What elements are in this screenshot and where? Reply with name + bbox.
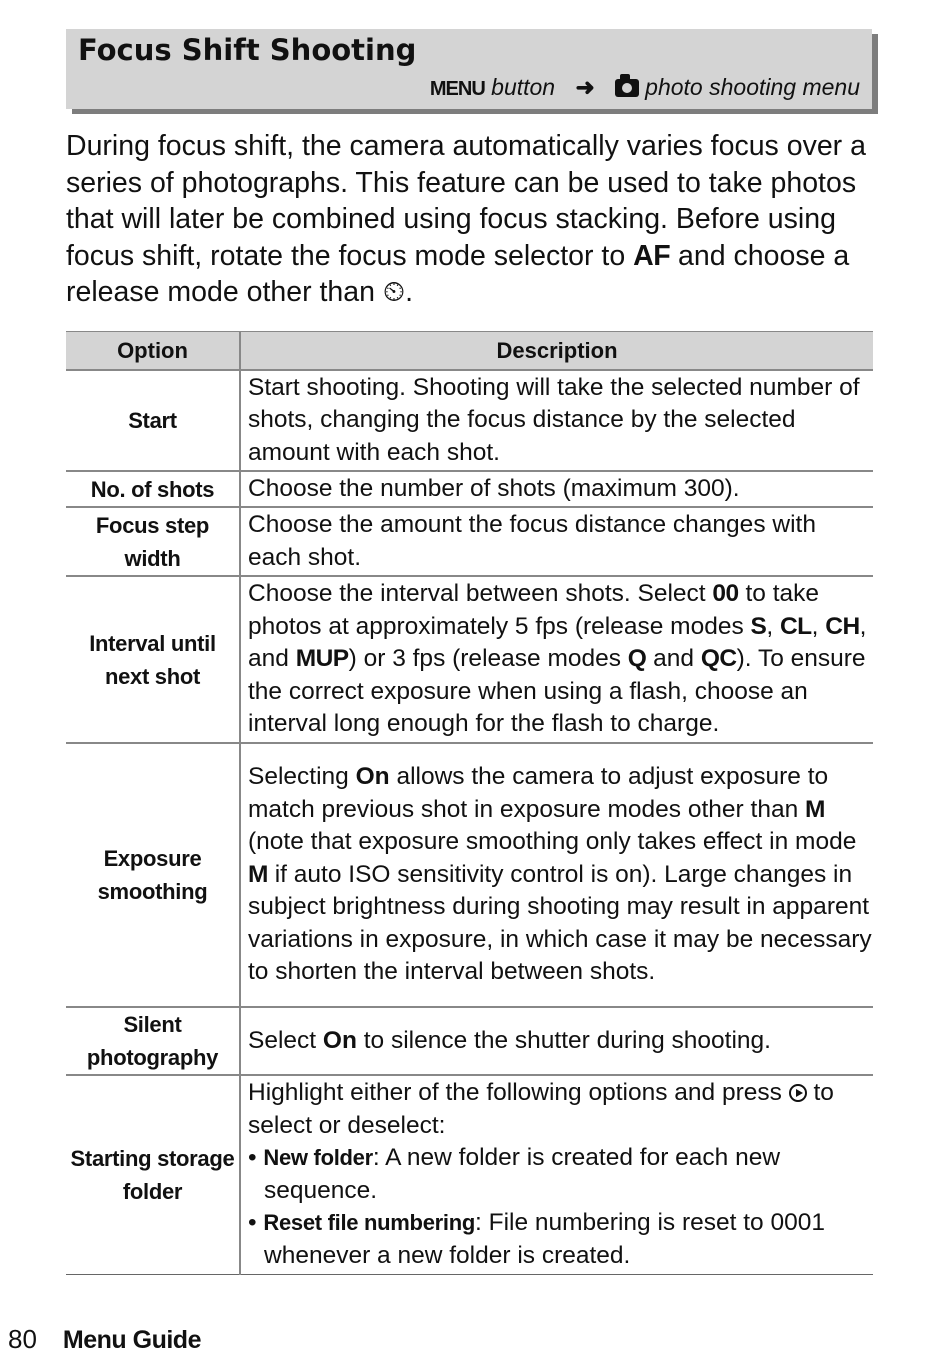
option-description: Start shooting. Shooting will take the selected number of shots, changing the focus distance by the selected amount with each shot. [240, 370, 873, 471]
af-mode-label: AF [633, 239, 671, 272]
desc-text: , [811, 612, 826, 640]
desc-text: Select [248, 1026, 323, 1054]
release-mode-label: S [750, 612, 767, 640]
intro-text-3: . [405, 276, 414, 308]
list-item [248, 1207, 873, 1272]
release-mode-label: CH [825, 612, 860, 640]
table-row [66, 471, 873, 507]
desc-text: and [646, 645, 701, 673]
option-description: Choose the amount the focus distance changes with each shot. [240, 507, 873, 576]
arrow-icon: ➜ [575, 74, 595, 100]
desc-text: allows the camera to adjust exposure to match previous shot in exposure modes other than [248, 763, 829, 823]
page-number: 80 [8, 1324, 37, 1354]
option-description: Choose the number of shots (maximum 300). [240, 471, 873, 507]
release-mode-label: MUP [295, 645, 349, 673]
column-header-description: Description [240, 332, 873, 371]
table-row [66, 507, 873, 576]
option-name: Interval until next shot [66, 576, 240, 743]
option-description [240, 1007, 873, 1075]
desc-text: Highlight either of the following options and press [248, 1079, 789, 1107]
desc-text: (note that exposure smoothing only takes effect in mode [248, 828, 857, 856]
menu-button-label: MENU [429, 78, 485, 100]
option-name: Focus step width [66, 507, 240, 576]
exposure-mode-label: M [805, 795, 825, 823]
desc-text: ) or 3 fps (release modes [348, 645, 628, 673]
list-item-label: New folder [263, 1145, 373, 1171]
desc-text: if auto ISO sensitivity control is on). Large changes in subject brightness during shooting may result in apparent variations in exposure, in which case it may be necessary to shorten the interval between shots. [248, 860, 872, 986]
desc-text: , [766, 612, 780, 640]
list-item-text: : A new folder is created for each new sequence. [264, 1144, 781, 1204]
menu-name: photo shooting menu [645, 74, 860, 100]
option-name: Start [66, 370, 240, 471]
release-mode-label: QC [700, 645, 737, 673]
section-header [66, 29, 872, 109]
desc-text: Choose the interval between shots. Select [248, 580, 713, 608]
desc-text: to select or deselect: [248, 1079, 834, 1139]
setting-value: On [355, 763, 390, 791]
page-footer [8, 1324, 201, 1355]
desc-text: ). To ensure the correct exposure when using a flash, choose an interval long enough for the flash to charge. [248, 645, 866, 738]
list-item-label: Reset file numbering [263, 1210, 475, 1236]
option-description [240, 1075, 873, 1274]
intro-paragraph [66, 128, 876, 311]
option-description [240, 576, 873, 743]
page-title: Focus Shift Shooting [78, 33, 417, 67]
menu-path [430, 74, 860, 101]
table-row [66, 1007, 873, 1075]
section-name: Menu Guide [62, 1326, 201, 1354]
table-row [66, 743, 873, 1007]
release-mode-label: CL [779, 612, 812, 640]
desc-text: Selecting [248, 763, 356, 791]
table-row [66, 370, 873, 471]
list-item-text: : File numbering is reset to 0001 whenever a new folder is created. [264, 1209, 825, 1269]
desc-text: to silence the shutter during shooting. [356, 1026, 771, 1054]
interval-value: 00 [712, 580, 739, 608]
option-name: Silent photography [66, 1007, 240, 1075]
desc-intro [248, 1077, 873, 1142]
table-header-row [66, 332, 873, 371]
option-name: Starting storage folder [66, 1075, 240, 1274]
menu-button-text: button [491, 74, 556, 100]
camera-icon [615, 79, 639, 97]
multi-selector-right-icon [789, 1084, 807, 1102]
list-item [248, 1142, 873, 1207]
option-description [240, 743, 873, 1007]
table-row [66, 1075, 873, 1274]
column-header-option: Option [66, 332, 240, 371]
intro-text-2: and choose a release mode other than [66, 239, 850, 308]
table-row [66, 576, 873, 743]
self-timer-icon: ⏲ [382, 276, 406, 308]
release-mode-label: Q [627, 645, 647, 673]
option-name: Exposure smoothing [66, 743, 240, 1007]
intro-text-1: During focus shift, the camera automatically varies focus over a series of photographs. This feature can be used to take photos that will later be combined using focus stacking. Before using focus shift, rotate the focus mode selector to [66, 130, 866, 272]
setting-value: On [322, 1026, 357, 1054]
desc-text: to take photos at approximately 5 fps (release modes [248, 580, 820, 640]
bullet-icon: • [248, 1144, 257, 1172]
desc-text: , and [248, 612, 867, 673]
options-table [66, 331, 873, 1275]
bullet-icon: • [248, 1209, 257, 1237]
exposure-mode-label: M [248, 860, 268, 888]
option-name: No. of shots [66, 471, 240, 507]
